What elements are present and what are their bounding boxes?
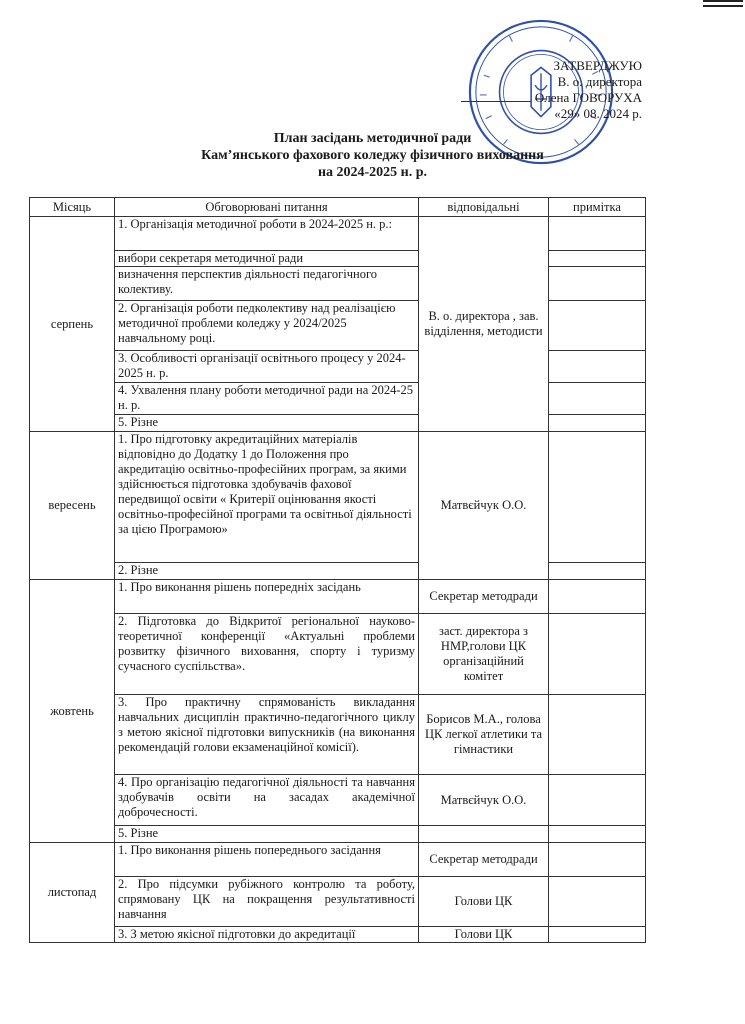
topic-cell: 2. Підготовка до Відкритої регіональної науково-теоретичної конференції «Актуальні проблеми розвитку фізичного виховання, спорту і туризму сучасного суспільства». — [115, 614, 419, 695]
table-row — [30, 775, 646, 826]
topic-cell: 1. Про виконання рішень попередніх засідань — [115, 580, 419, 614]
header-responsible: відповідальні — [419, 198, 549, 217]
responsible-cell: Голови ЦК — [419, 927, 549, 943]
plan-table — [29, 197, 646, 943]
topic-cell: 3. Особливості організації освітнього процесу у 2024-2025 н. р. — [115, 351, 419, 383]
table-row — [30, 415, 646, 432]
approval-name: Олена ГОВОРУХА — [534, 90, 642, 105]
table-row — [30, 843, 646, 877]
note-cell — [549, 351, 646, 383]
month-cell: листопад — [30, 843, 115, 943]
table-row — [30, 432, 646, 563]
approval-heading: ЗАТВЕРДЖУЮ — [553, 58, 642, 73]
note-cell — [549, 614, 646, 695]
month-cell: жовтень — [30, 580, 115, 843]
responsible-cell: В. о. директора , зав. відділення, методисти — [419, 217, 549, 432]
note-cell — [549, 775, 646, 826]
table-header-row — [30, 198, 646, 217]
table-row — [30, 383, 646, 415]
topic-cell: 5. Різне — [115, 415, 419, 432]
note-cell — [549, 301, 646, 351]
topic-cell: 1. Про виконання рішень попереднього засідання — [115, 843, 419, 877]
month-cell: серпень — [30, 217, 115, 432]
note-cell — [549, 580, 646, 614]
topic-cell: 3. З метою якісної підготовки до акредитації — [115, 927, 419, 943]
title-line-2: Кам’янського фахового коледжу фізичного виховання — [201, 148, 544, 163]
approval-block — [461, 58, 642, 122]
header-month: Місяць — [30, 198, 115, 217]
table-row — [30, 217, 646, 251]
note-cell — [549, 877, 646, 927]
note-cell — [549, 826, 646, 843]
topic-cell: 3. Про практичну спрямованість викладання навчальних дисциплін практично-педагогічного циклу з метою якісної підготовки випускників (на виконання рекомендацій голови екзаменаційної комісії). — [115, 695, 419, 775]
note-cell — [549, 415, 646, 432]
signature-line — [461, 101, 531, 102]
table-row — [30, 563, 646, 580]
table-row — [30, 267, 646, 301]
table-row — [30, 251, 646, 267]
responsible-cell: Матвєйчук О.О. — [419, 775, 549, 826]
responsible-cell: Голови ЦК — [419, 877, 549, 927]
note-cell — [549, 383, 646, 415]
note-cell — [549, 695, 646, 775]
table-row — [30, 877, 646, 927]
table-row — [30, 927, 646, 943]
table-row — [30, 614, 646, 695]
topic-cell: 2. Різне — [115, 563, 419, 580]
note-cell — [549, 843, 646, 877]
title-line-3: на 2024-2025 н. р. — [317, 165, 428, 180]
responsible-cell — [419, 826, 549, 843]
table-row — [30, 695, 646, 775]
table-row — [30, 301, 646, 351]
table-row — [30, 826, 646, 843]
header-note: примітка — [549, 198, 646, 217]
topic-cell: визначення перспектив діяльності педагогічного колективу. — [115, 267, 419, 301]
approval-date: «29» 08. 2024 р. — [554, 106, 642, 121]
note-cell — [549, 251, 646, 267]
topic-cell: 2. Про підсумки рубіжного контролю та роботу, спрямовану ЦК на покращення результативності навчання — [115, 877, 419, 927]
title-line-1: План засідань методичної ради — [273, 131, 472, 146]
topic-cell: 1. Організація методичної роботи в 2024-2025 н. р.: — [115, 217, 419, 251]
topic-cell: 2. Організація роботи педколективу над реалізацією методичної проблеми коледжу у 2024/2025 навчальному році. — [115, 301, 419, 351]
responsible-cell: Секретар методради — [419, 843, 549, 877]
responsible-cell: Матвєйчук О.О. — [419, 432, 549, 580]
month-cell: вересень — [30, 432, 115, 580]
header-topics: Обговорювані питання — [115, 198, 419, 217]
responsible-cell: заст. директора з НМР,голови ЦК організаційний комітет — [419, 614, 549, 695]
note-cell — [549, 432, 646, 563]
scan-edge-mark — [703, 0, 743, 14]
table-row — [30, 351, 646, 383]
topic-cell: 1. Про підготовку акредитаційних матеріалів відповідно до Додатку 1 до Положення про акредитацію освітньо-професійних програм, за якими здійснюється підготовка здобувачів фахової передвищої освіти « Критерії оцінювання якості освітньо-професійної програми та освітньої діяльності за цією Програмою» — [115, 432, 419, 563]
topic-cell: 5. Різне — [115, 826, 419, 843]
document-title — [0, 130, 745, 181]
note-cell — [549, 217, 646, 251]
table-row — [30, 580, 646, 614]
note-cell — [549, 267, 646, 301]
note-cell — [549, 563, 646, 580]
topic-cell: 4. Ухвалення плану роботи методичної ради на 2024-25 н. р. — [115, 383, 419, 415]
responsible-cell: Секретар методради — [419, 580, 549, 614]
note-cell — [549, 927, 646, 943]
topic-cell: вибори секретаря методичної ради — [115, 251, 419, 267]
responsible-cell: Борисов М.А., голова ЦК легкої атлетики та гімнастики — [419, 695, 549, 775]
topic-cell: 4. Про організацію педагогічної діяльності та навчання здобувачів освіти на засадах академічної доброчесності. — [115, 775, 419, 826]
approval-position: В. о. директора — [557, 74, 642, 89]
